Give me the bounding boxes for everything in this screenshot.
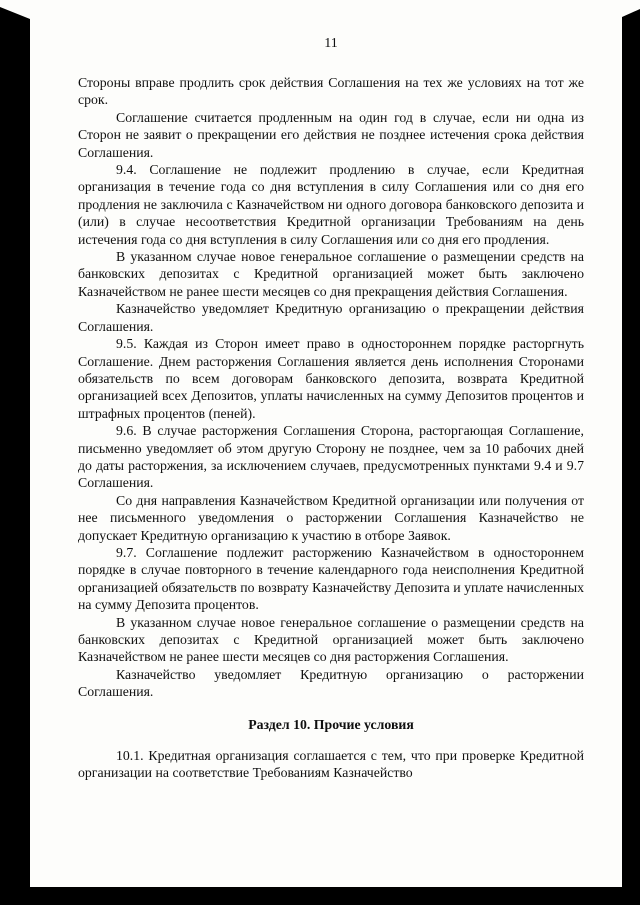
- paragraph: В указанном случае новое генеральное соглашение о размещении средств на банковских депозитах с Кредитной организацией может быть заключено Казначейством не ранее шести месяцев со дня расторжения Соглашения.: [78, 614, 584, 665]
- section-heading: Раздел 10. Прочие условия: [248, 716, 414, 732]
- paragraph: 9.5. Каждая из Сторон имеет право в одностороннем порядке расторгнуть Соглашение. Днем расторжения Соглашения является день исполнения Сторонами обязательств по всем договорам банковского депозита, возврата Кредитной организацией всех Депозитов, уплаты начисленных на сумму Депозитов процентов и штрафных процентов (пеней).: [78, 336, 584, 421]
- paragraph: 9.7. Соглашение подлежит расторжению Казначейством в одностороннем порядке в случае повторного в течение календарного года неисполнения Кредитной организацией обязательств по возврату Казначейству Депозита и уплате начисленных на сумму Депозита процентов.: [78, 544, 584, 613]
- paragraph: Казначейство уведомляет Кредитную организацию о расторжении Соглашения.: [78, 666, 584, 700]
- paragraph: В указанном случае новое генеральное соглашение о размещении средств на банковских депозитах с Кредитной организацией может быть заключено Казначейством не ранее шести месяцев со дня прекращения действия Соглашения.: [78, 249, 584, 299]
- scan-edge-left: [0, 7, 30, 905]
- paragraph: 9.4. Соглашение не подлежит продлению в случае, если Кредитная организация в течение года со дня вступления в силу Соглашения или со дня его продления не заключила с Казначейством ни одного договора банковского депозита и (или) в случае несоответствия Кредитной организации Требованиям на день истечения года со дня вступления в силу Соглашения или со дня его продления.: [78, 162, 584, 247]
- paragraph: 9.6. В случае расторжения Соглашения Сторона, расторгающая Соглашение, письменно уведомляет об этом другую Сторону не позднее, чем за 10 рабочих дней до даты расторжения, за исключением случаев, предусмотренных пунктами 9.4 и 9.7 Соглашения.: [78, 423, 584, 491]
- page-number: 11: [324, 36, 338, 51]
- page-content: [78, 36, 584, 782]
- paragraph: 10.1. Кредитная организация соглашается с тем, что при проверке Кредитной организации на соответствие Требованиям Казначейство: [78, 748, 584, 781]
- paragraph: Соглашение считается продленным на один год в случае, если ни одна из Сторон не заявит о прекращении его действия не позднее истечения срока действия Соглашения.: [78, 109, 584, 160]
- paragraph: Со дня направления Казначейством Кредитной организации или получения от нее письменного уведомления о расторжении Соглашения Казначейство не допускает Кредитную организацию к участию в отборе Заявок.: [78, 492, 584, 543]
- paragraph: Стороны вправе продлить срок действия Соглашения на тех же условиях на тот же срок.: [78, 75, 584, 108]
- paragraph: Казначейство уведомляет Кредитную организацию о прекращении действия Соглашения.: [78, 301, 584, 334]
- document-body: [78, 74, 584, 782]
- scan-edge-bottom: [0, 887, 640, 905]
- scan-edge-right: [622, 9, 640, 905]
